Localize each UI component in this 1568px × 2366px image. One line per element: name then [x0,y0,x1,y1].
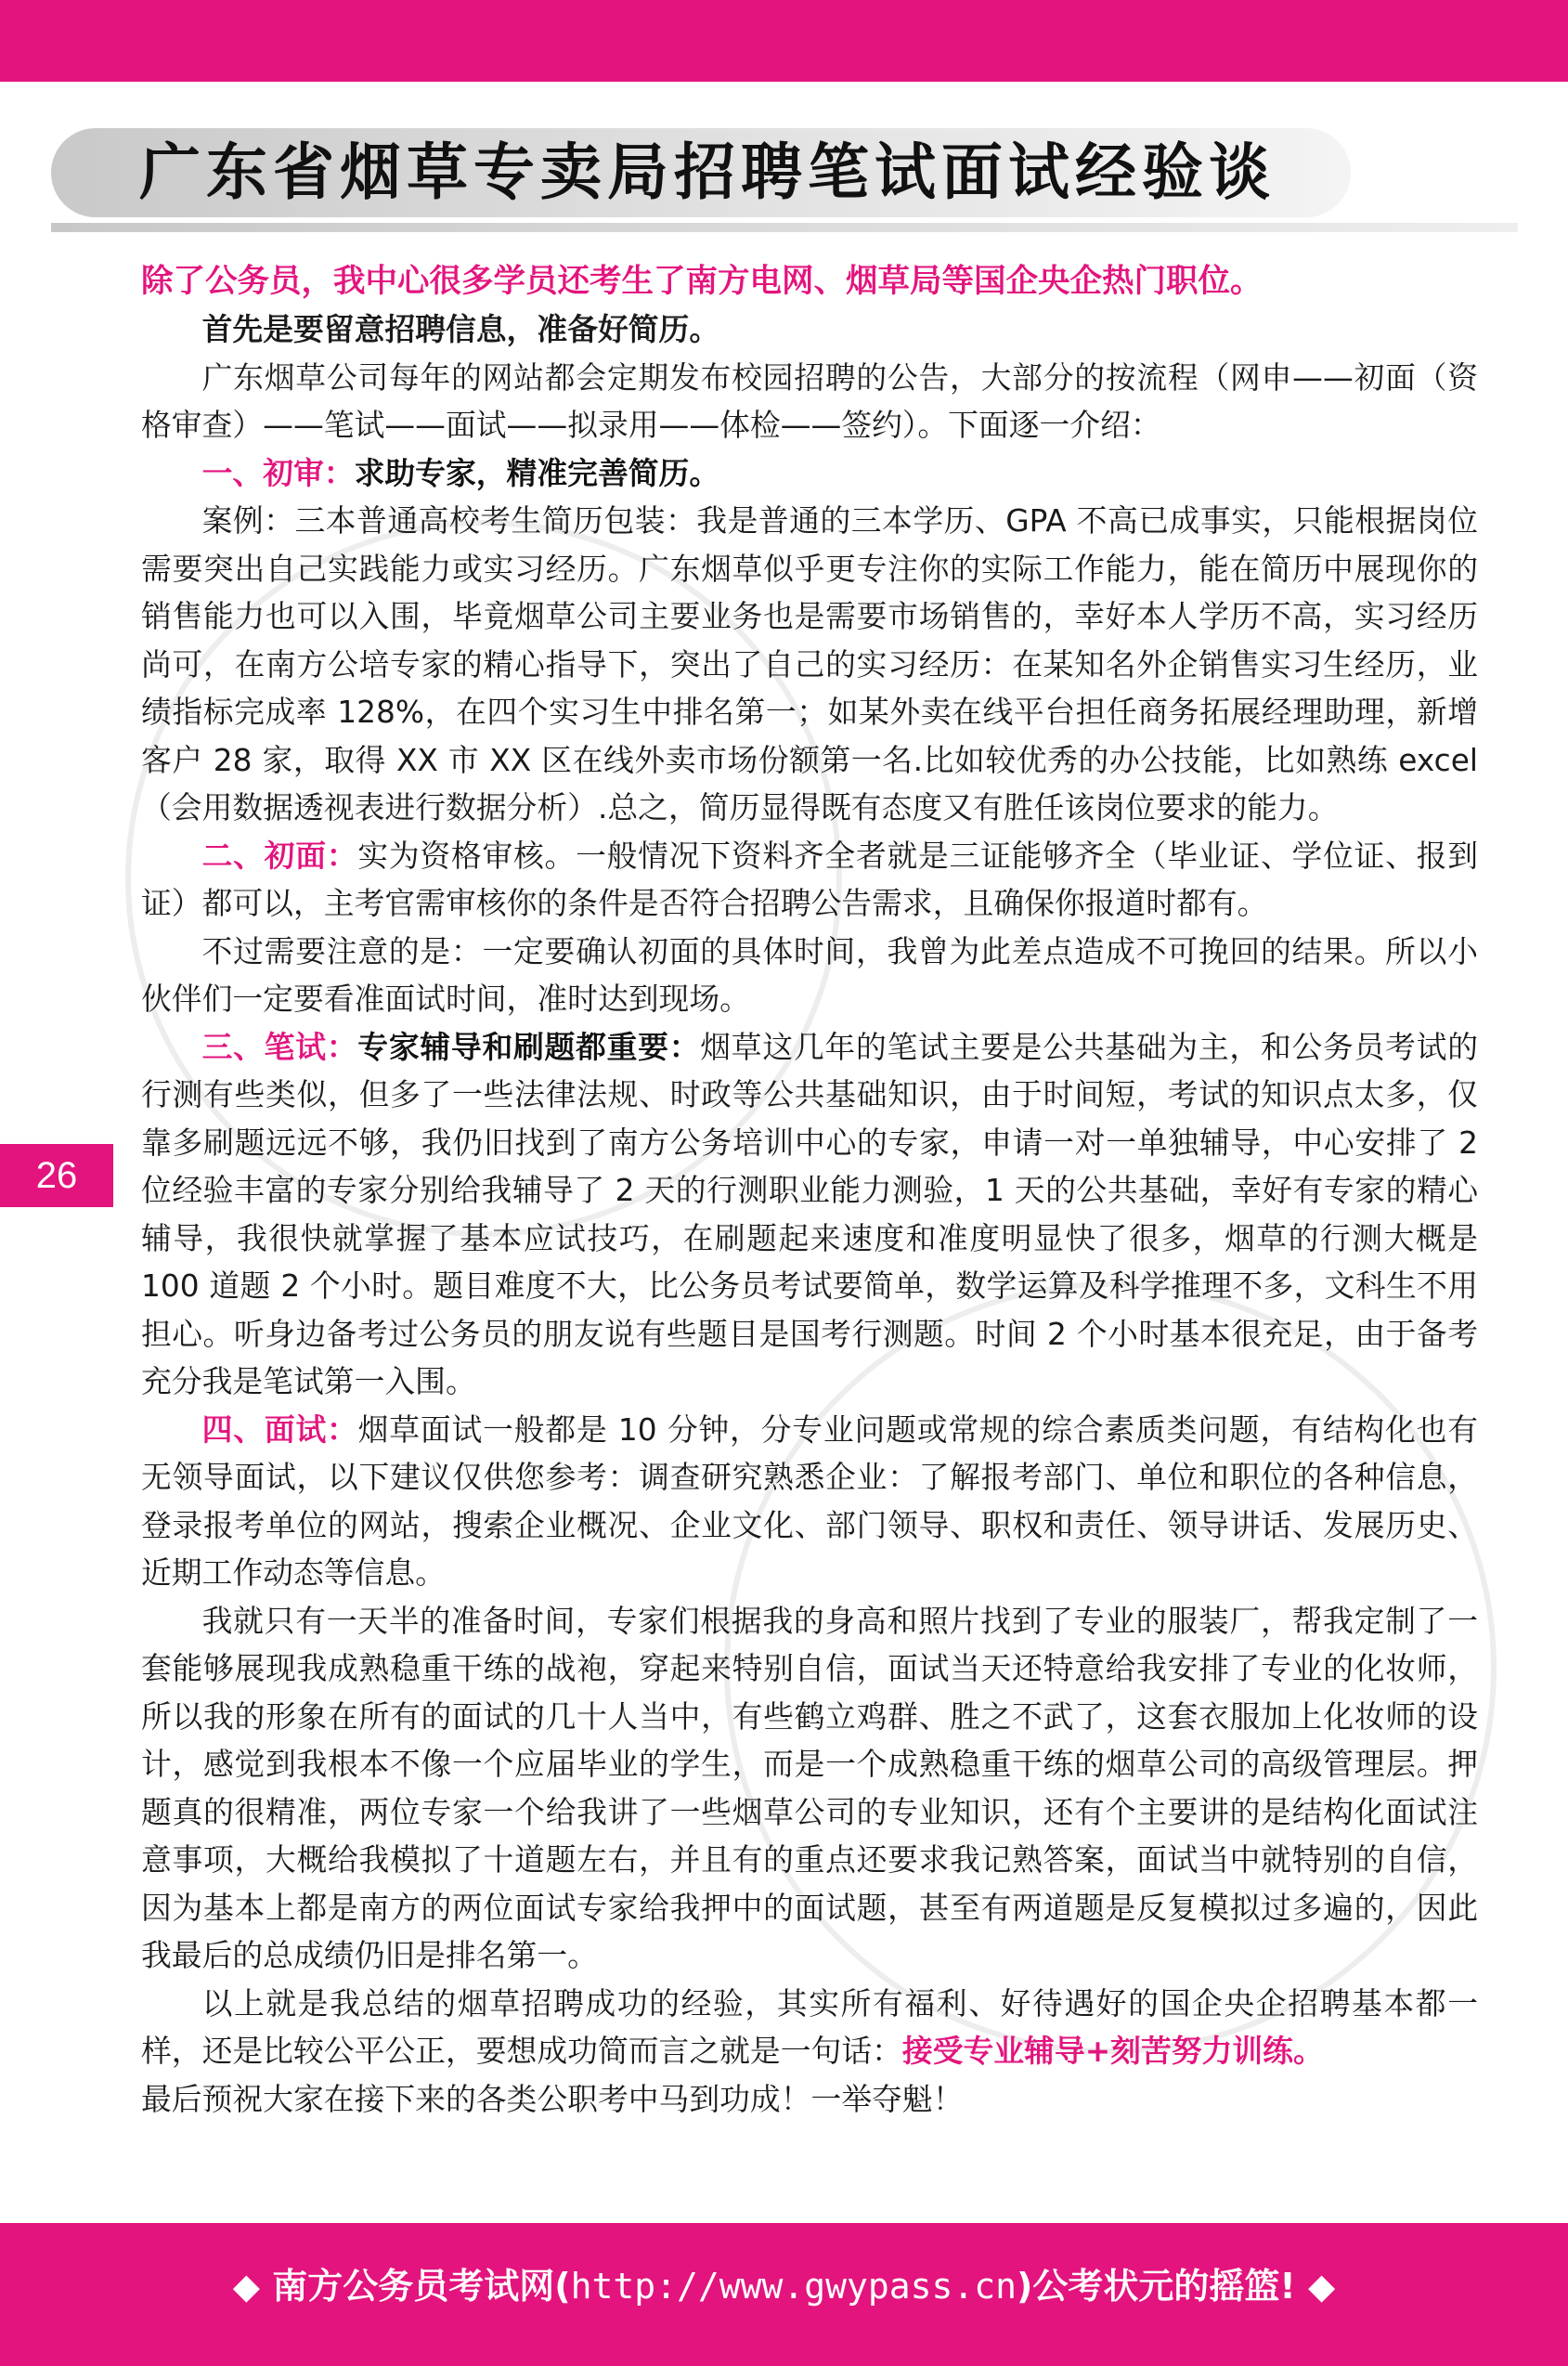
section-1-title: 求助专家，精准完善简历。 [354,455,720,491]
article-body [141,258,1478,2124]
section-2-label: 二、初面： [201,838,358,874]
section-2-note: 不过需要注意的是：一定要确认初面的具体时间，我曾为此差点造成不可挽回的结果。所以小伙伴们一定要看准面试时间，准时达到现场。 [141,933,1478,1017]
section-2-paragraph [141,833,1478,929]
section-4-paragraph [141,1407,1478,1598]
section-2-body: 实为资格审核。一般情况下资料齐全者就是三证能够齐全（毕业证、学位证、报到证）都可以，主考官需审核你的条件是否符合招聘公告需求，且确保你报道时都有。 [141,838,1479,921]
lead-paragraph: 首先是要留意招聘信息，准备好简历。 [201,312,720,347]
section-4-body: 烟草面试一般都是 10 分钟，分专业问题或常规的综合素质类问题，有结构化也有无领导面试，以下建议仅供您参考：调查研究熟悉企业：了解报考部门、单位和职位的各种信息，登录报考单位的网站，搜索企业概况、企业文化、部门领导、职权和责任、领导讲话、发展历史、近期工作动态等信息。 [141,1411,1478,1591]
conclusion-text: 以上就是我总结的烟草招聘成功的经验，其实所有福利、好待遇好的国企央企招聘基本都一样，还是比较公平公正，要想成功简而言之就是一句话： [141,1985,1478,2069]
footer-site-name: 南方公务员考试网( [272,2266,571,2307]
section-3-body: 烟草这几年的笔试主要是公共基础为主，和公务员考试的行测有些类似，但多了一些法律法规、时政等公共基础知识，由于时间短，考试的知识点太多，仅靠多刷题远远不够，我仍旧找到了南方公务培训中心的专家，申请一对一单独辅导，中心安排了 2 位经验丰富的专家分别给我辅导了 2 天的行测职业能力测验，1 天的公共基础，幸好有专家的精心辅导，我很快就掌握了基本应试技巧，在刷题起来速度和准度明显快了很多，烟草的行测大概是 100 道题 2 个小时。题目难度不大，比公务员考试要简单，数学运算及科学推理不多，文科生不用担心。听身边备考过公务员的朋友说有些题目是国考行测题。时间 2 个小时基本很充足，由于备考充分我是笔试第一入围。 [141,1029,1479,1399]
intro-highlight: 除了公务员，我中心很多学员还考生了南方电网、烟草局等国企央企热门职位。 [141,263,1263,300]
conclusion-highlight: 接受专业辅导+刻苦努力训练。 [901,2034,1324,2069]
diamond-bullet-icon: ◆ [1307,2266,1336,2307]
page-number-tab: 26 [0,1144,113,1207]
conclusion-paragraph [141,1981,1478,2076]
title-banner [51,128,1351,221]
footer-slogan [0,2258,1568,2314]
page-title: 广东省烟草专卖局招聘笔试面试经验谈 [139,136,1276,208]
section-3-paragraph [141,1024,1478,1407]
footer-url-link[interactable]: http://www.gwypass.cn [570,2266,1017,2307]
title-underline [51,223,1518,232]
section-1-label: 一、初审： [201,455,355,491]
closing-line: 最后预祝大家在接下来的各类公职考中马到功成！一举夺魁！ [141,2081,964,2117]
section-1-body: 案例：三本普通高校考生简历包装：我是普通的三本学历、GPA 不高已成事实，只能根据岗位需要突出自己实践能力或实习经历。广东烟草似乎更专注你的实际工作能力，能在简历中展现你的销售能力也可以入围，毕竟烟草公司主要业务也是需要市场销售的，幸好本人学历不高，实习经历尚可，在南方公培专家的精心指导下，突出了自己的实习经历：在某知名外企销售实习生经历，业绩指标完成率 128%，在四个实习生中排名第一；如某外卖在线平台担任商务拓展经理助理，新增客户 28 家，取得 XX 市 XX 区在线外卖市场份额第一名.比如较优秀的办公技能，比如熟练 excel（会用数据透视表进行数据分析）.总之，简历显得既有态度又有胜任该岗位要求的能力。 [141,503,1478,826]
section-1-heading [141,450,1478,499]
footer-tagline: )公考状元的摇篮! [1017,2266,1296,2307]
section-4-label: 四、面试： [201,1411,358,1448]
section-4-story: 我就只有一天半的准备时间，专家们根据我的身高和照片找到了专业的服装厂，帮我定制了一套能够展现我成熟稳重干练的战袍，穿起来特别自信，面试当天还特意给我安排了专业的化妆师，所以我的形象在所有的面试的几十人当中，有些鹤立鸡群、胜之不武了，这套衣服加上化妆师的设计，感觉到我根本不像一个应届毕业的学生，而是一个成熟稳重干练的烟草公司的高级管理层。押题真的很精准，两位专家一个给我讲了一些烟草公司的专业知识，还有个主要讲的是结构化面试注意事项，大概给我模拟了十道题左右，并且有的重点还要求我记熟答案，面试当中就特别的自信，因为基本上都是南方的两位面试专家给我押中的面试题，甚至有两道题是反复模拟过多遍的，因此我最后的总成绩仍旧是排名第一。 [141,1603,1478,1973]
section-3-title: 专家辅导和刷题都重要： [357,1029,701,1065]
section-3-label: 三、笔试： [201,1029,358,1065]
top-bar [0,0,1568,82]
overview-paragraph: 广东烟草公司每年的网站都会定期发布校园招聘的公告，大部分的按流程（网申——初面（资格审查）——笔试——面试——拟录用——体检——签约）。下面逐一介绍： [141,359,1478,443]
diamond-bullet-icon: ◆ [232,2266,260,2307]
footer-bar [0,2223,1568,2366]
